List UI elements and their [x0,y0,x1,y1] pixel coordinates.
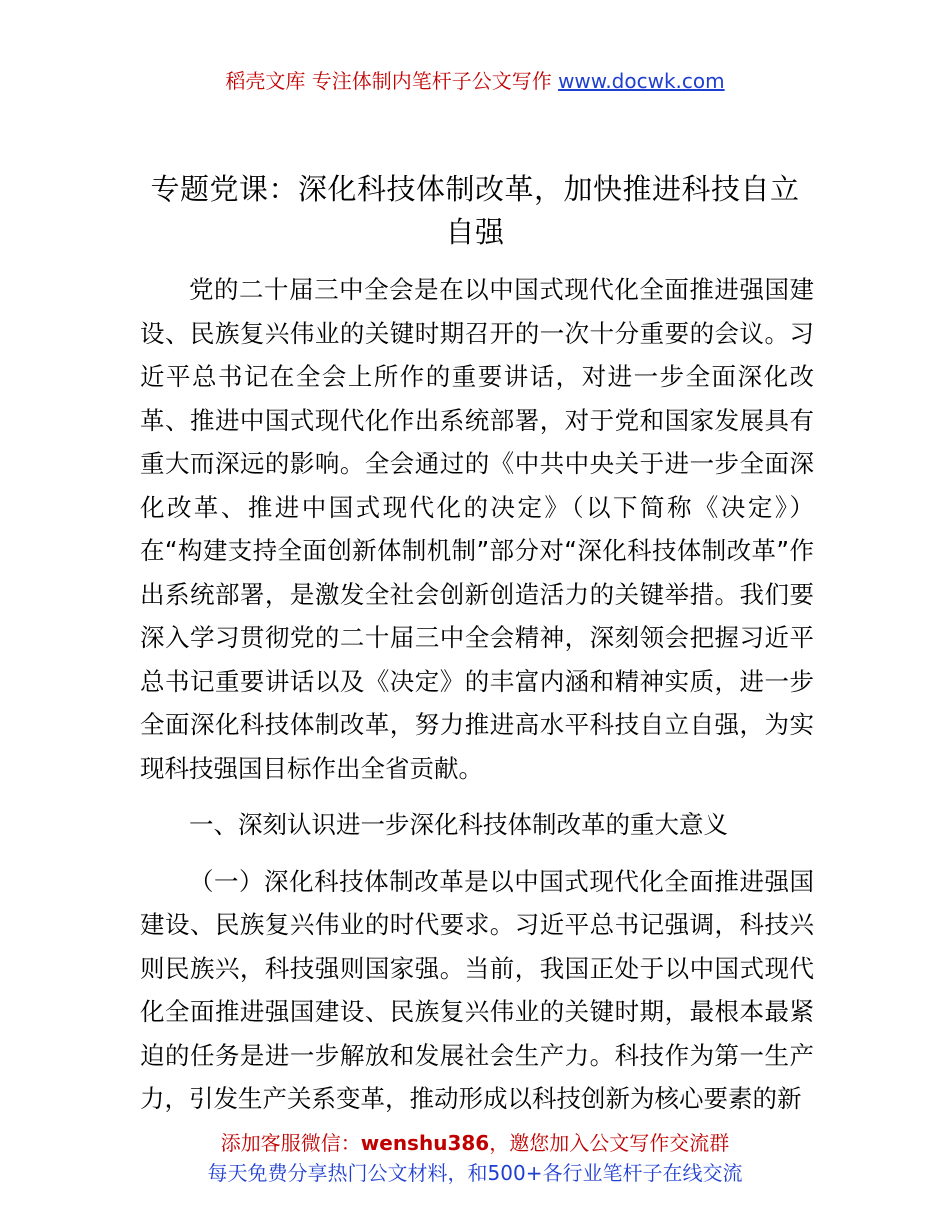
section-heading: 一、深刻认识进一步深化科技体制改革的重大意义 [189,810,728,839]
document-body [140,268,814,1121]
page-footer [0,1128,950,1188]
document-title: 专题党课：深化科技体制改革，加快推进科技自立自强 [150,172,800,249]
site-link[interactable]: www.docwk.com [558,69,725,93]
wechat-id: wenshu386 [360,1131,490,1155]
intro-paragraph: 党的二十届三中全会是在以中国式现代化全面推进强国建设、民族复兴伟业的关键时期召开的一次十分重要的会议。习近平总书记在全会上所作的重要讲话，对进一步全面深化改革、推进中国式现代化作出系统部署，对于党和国家发展具有重大而深远的影响。全会通过的《中共中央关于进一步全面深化改革、推进中国式现代化的决定》（以下简称《决定》）在“构建支持全面创新体制机制”部分对“深化科技体制改革”作出系统部署，是激发全社会创新创造活力的关键举措。我们要深入学习贯彻党的二十届三中全会精神，深刻领会把握习近平总书记重要讲话以及《决定》的丰富内涵和精神实质，进一步全面深化科技体制改革，努力推进高水平科技自立自强，为实现科技强国目标作出全省贡献。 [140,275,814,783]
footer-promo-line: 每天免费分享热门公文材料，和500+各行业笔杆子在线交流 [207,1161,743,1185]
page-header [0,66,950,96]
footer-contact-line [0,1128,950,1158]
footer-contact-suffix: ，邀您加入公文写作交流群 [489,1131,730,1155]
brand-text: 稻壳文库 专注体制内笔杆子公文写作 [225,69,552,93]
footer-contact-prefix: 添加客服微信： [220,1131,361,1155]
subsection-paragraph: （一）深化科技体制改革是以中国式现代化全面推进强国建设、民族复兴伟业的时代要求。习近平总书记强调，科技兴则民族兴，科技强则国家强。当前，我国正处于以中国式现代化全面推进强国建设、民族复兴伟业的关键时期，最根本最紧迫的任务是进一步解放和发展社会生产力。科技作为第一生产力，引发生产关系变革，推动形成以科技创新为核心要素的新 [140,866,814,1113]
